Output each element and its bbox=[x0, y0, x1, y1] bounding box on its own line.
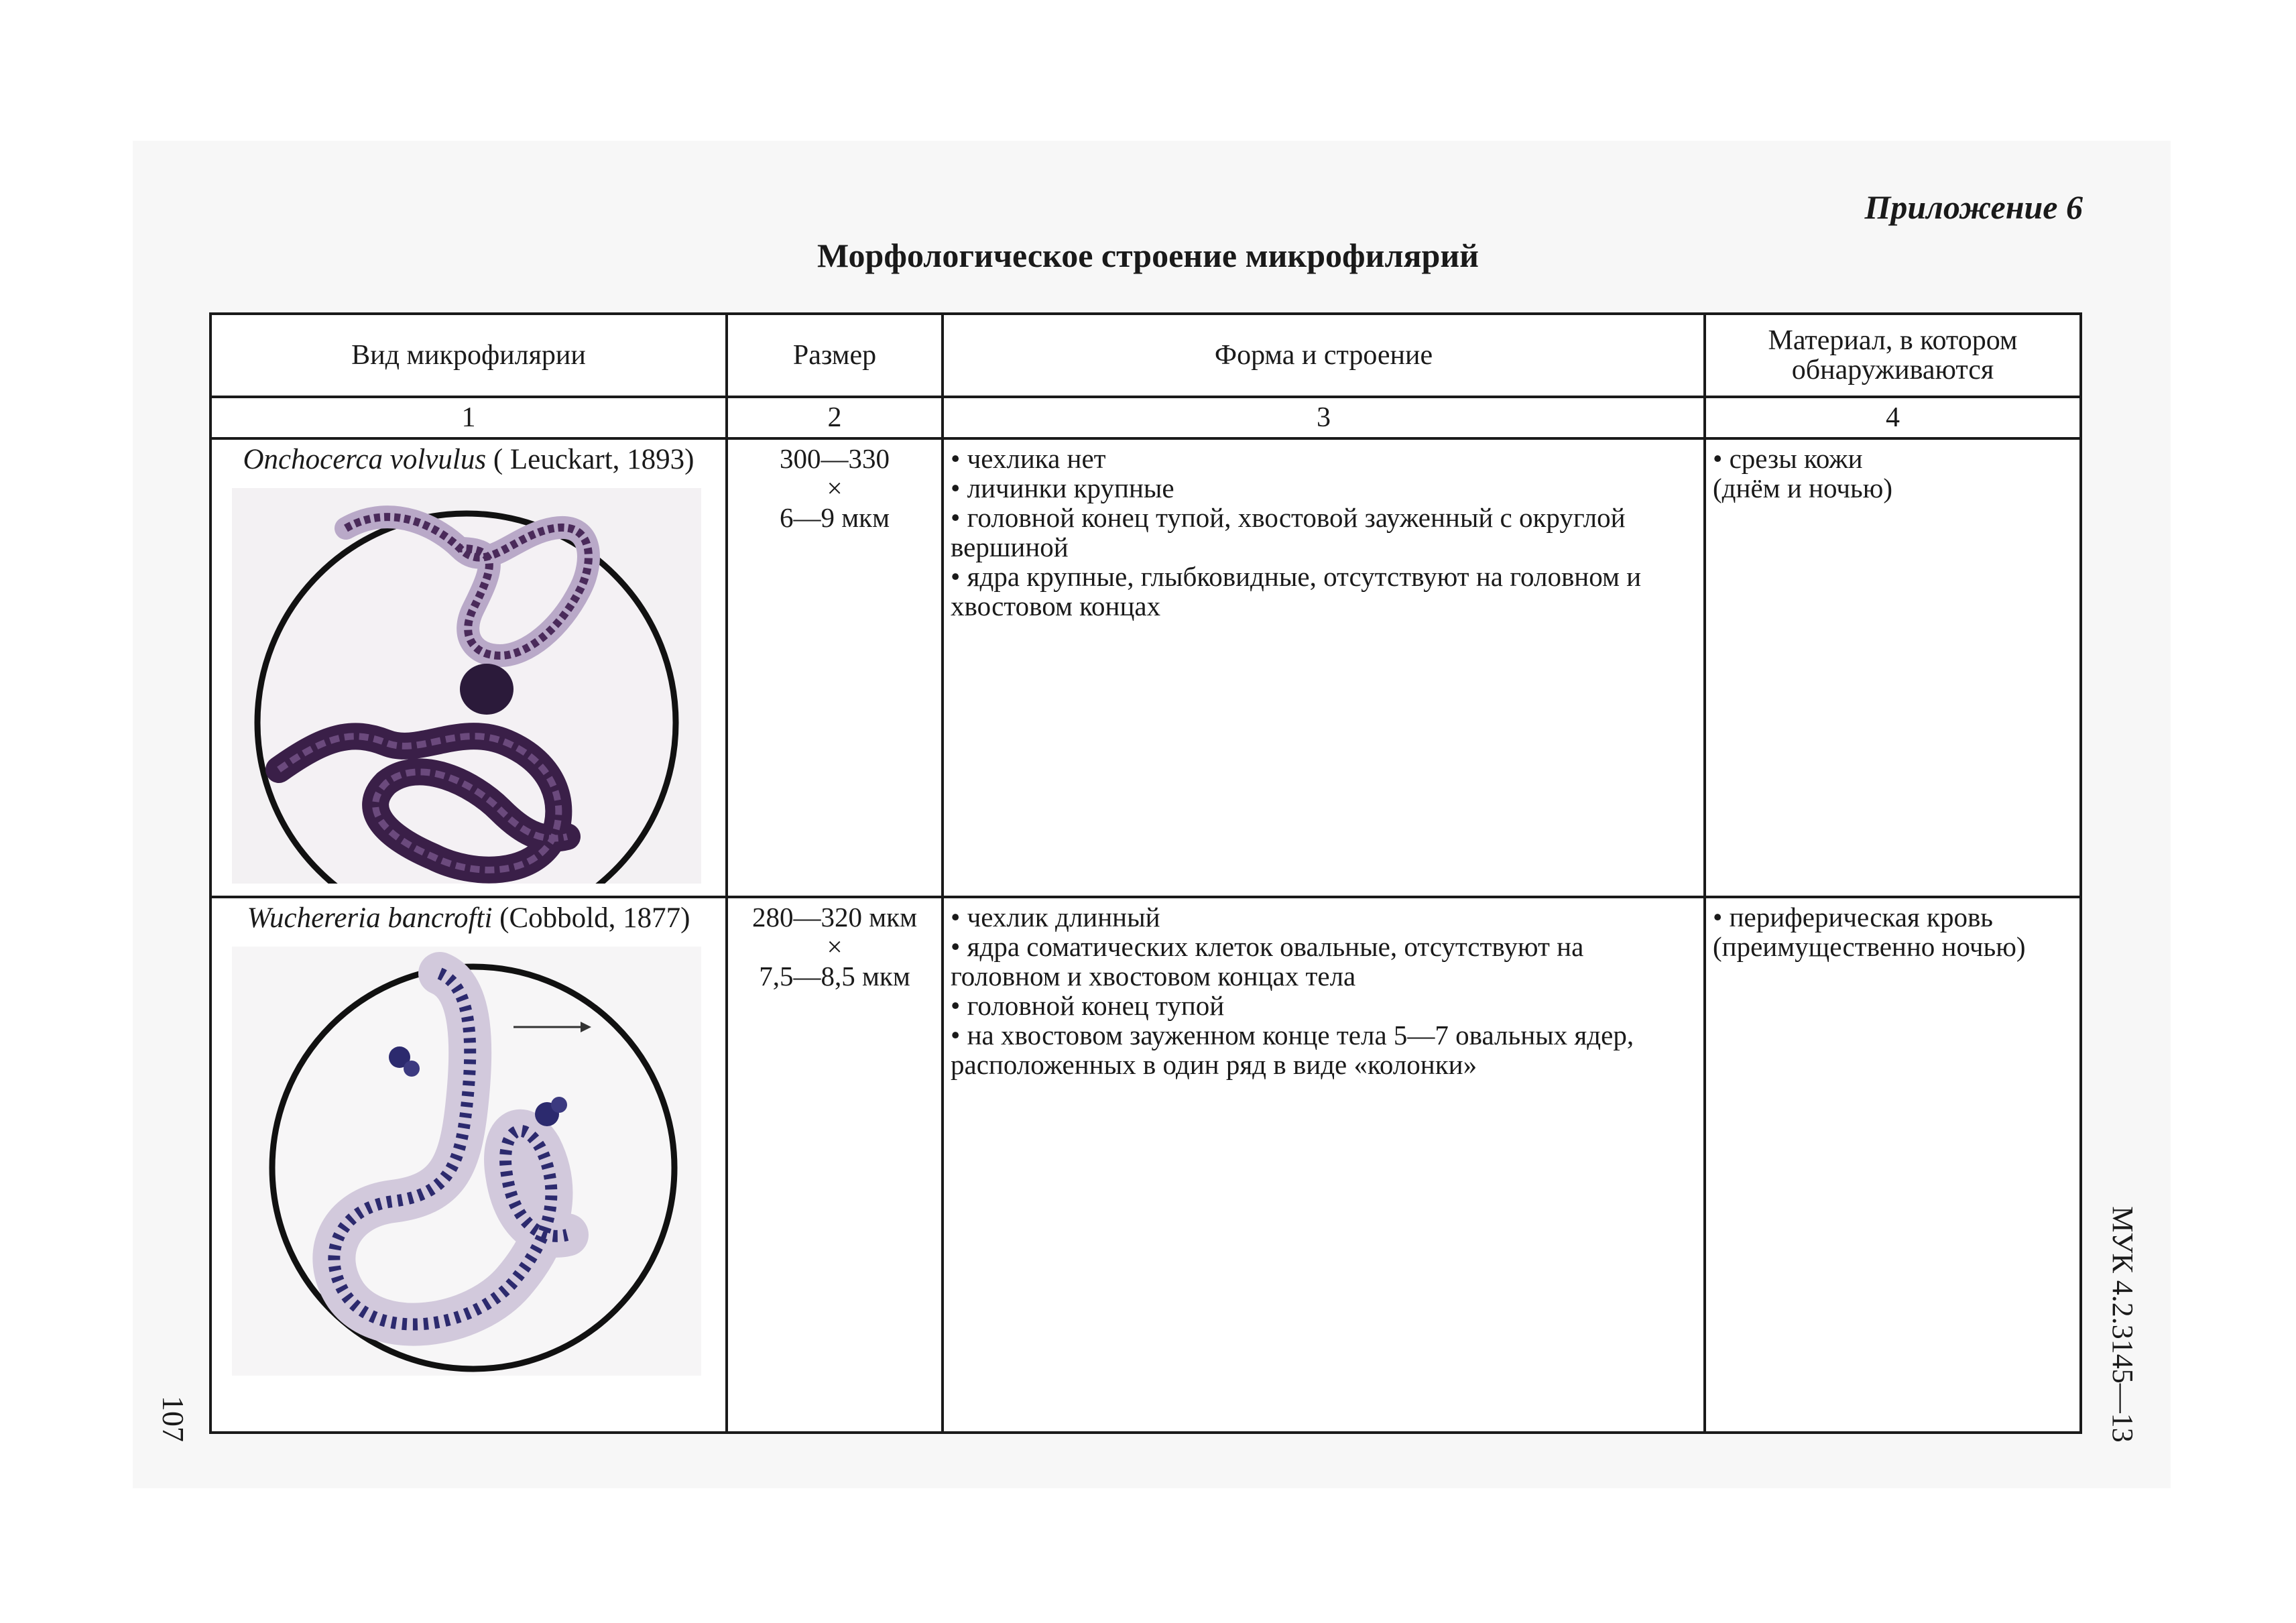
appendix-label: Приложение 6 bbox=[1864, 188, 2083, 226]
size-times-sign: × bbox=[827, 931, 843, 962]
column-number: 2 bbox=[727, 397, 943, 438]
column-header-material: Материал, в котором обнаруживаются bbox=[1705, 314, 2081, 397]
size-cell bbox=[727, 897, 943, 1433]
page-number: 107 bbox=[156, 1396, 190, 1442]
feature-item: • личинки крупные bbox=[951, 473, 1174, 503]
species-author: (Cobbold, 1877) bbox=[492, 902, 690, 934]
species-cell bbox=[210, 438, 727, 897]
column-header-structure: Форма и строение bbox=[943, 314, 1705, 397]
table-header-row bbox=[210, 314, 2081, 397]
material-cell bbox=[1705, 438, 2081, 897]
material-note: (днём и ночью) bbox=[1713, 473, 1893, 503]
size-length: 280—320 мкм bbox=[751, 902, 918, 933]
table-row bbox=[210, 438, 2081, 897]
document-code: МУК 4.2.3145—13 bbox=[2106, 1206, 2139, 1443]
page-title: Морфологическое строение микрофилярий bbox=[817, 237, 1479, 274]
column-number-row bbox=[210, 397, 2081, 438]
size-cell bbox=[727, 438, 943, 897]
species-name bbox=[219, 444, 719, 476]
species-name bbox=[219, 902, 719, 935]
species-cell bbox=[210, 897, 727, 1433]
column-number: 1 bbox=[210, 397, 727, 438]
feature-item: • головной конец тупой bbox=[951, 990, 1225, 1021]
column-number: 3 bbox=[943, 397, 1705, 438]
feature-item: • чехлик длинный bbox=[951, 902, 1160, 933]
column-header-species: Вид микрофилярии bbox=[210, 314, 727, 397]
structure-cell bbox=[943, 438, 1705, 897]
feature-item: • на хвостовом зауженном конце тела 5—7 овальных ядер, расположенных в один ряд в виде «колонки» bbox=[951, 1020, 1634, 1080]
material-item: • периферическая кровь bbox=[1713, 902, 1994, 933]
species-latin-name: Onchocerca volvulus bbox=[243, 444, 487, 475]
microfilaria-table bbox=[209, 312, 2082, 1434]
column-header-size: Размер bbox=[727, 314, 943, 397]
feature-item: • головной конец тупой, хвостовой зауженный с округлой вершиной bbox=[951, 502, 1626, 562]
feature-item: • ядра соматических клеток овальные, отсутствуют на головном и хвостовом концах тела bbox=[951, 931, 1584, 991]
feature-item: • ядра крупные, глыбковидные, отсутствуют на головном и хвостовом концах bbox=[951, 561, 1642, 621]
feature-item: • чехлика нет bbox=[951, 443, 1106, 474]
size-length: 300—330 bbox=[780, 443, 890, 474]
column-number: 4 bbox=[1705, 397, 2081, 438]
material-note: (преимущественно ночью) bbox=[1713, 931, 2026, 962]
table-row bbox=[210, 897, 2081, 1433]
species-latin-name: Wuchereria bancrofti bbox=[247, 902, 493, 934]
size-width: 7,5—8,5 мкм bbox=[759, 961, 910, 991]
size-width: 6—9 мкм bbox=[779, 502, 890, 533]
material-cell bbox=[1705, 897, 2081, 1433]
onchocerca-micrograph bbox=[219, 488, 715, 884]
size-times-sign: × bbox=[827, 473, 843, 503]
species-author: ( Leuckart, 1893) bbox=[486, 444, 694, 475]
material-item: • срезы кожи bbox=[1713, 443, 1863, 474]
structure-cell bbox=[943, 897, 1705, 1433]
wuchereria-micrograph bbox=[219, 947, 715, 1376]
